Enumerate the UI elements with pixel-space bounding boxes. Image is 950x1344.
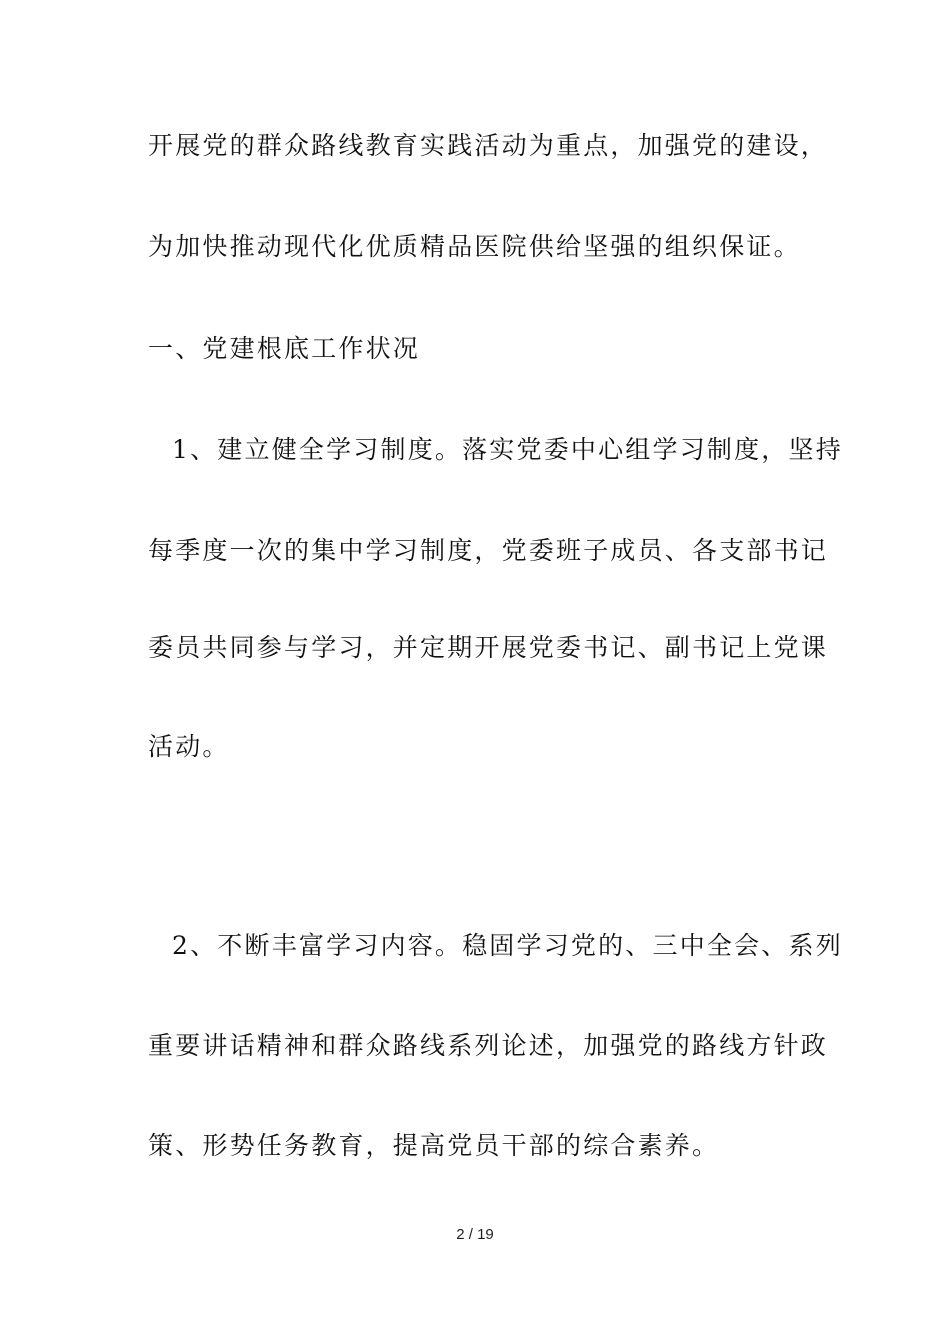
paragraph-line-5: 委员共同参与学习，并定期开展党委书记、副书记上党课 bbox=[148, 633, 829, 662]
paragraph-line-6: 活动。 bbox=[148, 732, 230, 761]
section-heading: 一、党建根底工作状况 bbox=[148, 334, 421, 363]
paragraph-line-9: 策、形势任务教育，提高党员干部的综合素养。 bbox=[148, 1131, 720, 1160]
page-number: 2 / 19 bbox=[456, 1226, 494, 1243]
paragraph-line-1: 开展党的群众路线教育实践活动为重点，加强党的建设， bbox=[148, 131, 829, 160]
paragraph-line-3: 1、建立健全学习制度。落实党委中心组学习制度，坚持 bbox=[172, 435, 843, 464]
paragraph-line-2: 为加快推动现代化优质精品医院供给坚强的组织保证。 bbox=[148, 232, 801, 261]
paragraph-line-7: 2、不断丰富学习内容。稳固学习党的、三中全会、系列 bbox=[172, 931, 843, 960]
paragraph-line-4: 每季度一次的集中学习制度，党委班子成员、各支部书记 bbox=[148, 536, 829, 565]
paragraph-line-8: 重要讲话精神和群众路线系列论述，加强党的路线方针政 bbox=[148, 1031, 829, 1060]
